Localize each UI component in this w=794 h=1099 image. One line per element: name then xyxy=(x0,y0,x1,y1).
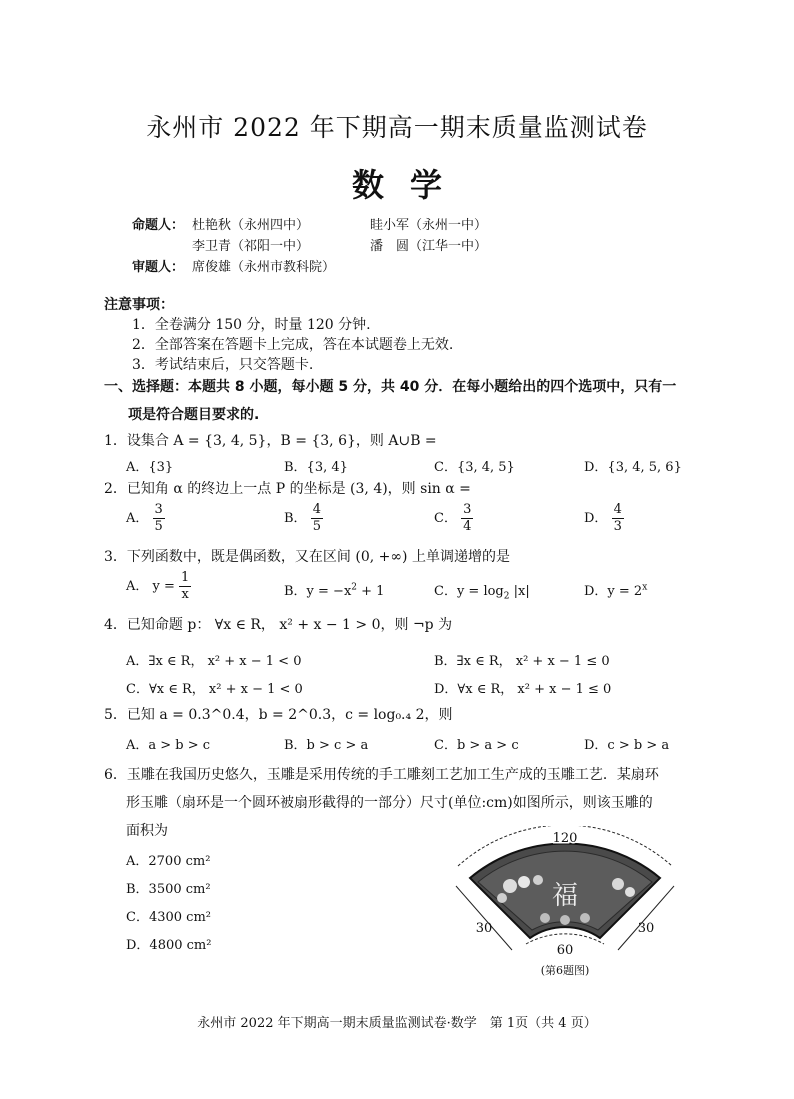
q3-option-a-fraction xyxy=(179,570,191,603)
reviewer-label: 审题人： xyxy=(132,260,185,275)
q3-option-b-tail: + 1 xyxy=(357,584,385,599)
inner-arc-label: 60 xyxy=(556,943,574,958)
q3-option-d-text: D．y = 2 xyxy=(584,584,643,599)
exam-title: 永州市 2022 年下期高一期末质量监测试卷 xyxy=(146,113,648,142)
notice-item-3: 3．考试结束后，只交答题卡. xyxy=(132,357,314,373)
q6-option-a: A．2700 cm² xyxy=(126,854,211,869)
q2-option-d-fraction xyxy=(612,502,624,535)
q5-text: 已知 a = 0.3^0.4，b = 2^0.3，c = log₀.₄ 2，则 xyxy=(126,707,453,723)
q1-option-c: C．{3, 4, 5} xyxy=(434,460,515,475)
q2-b-den: 5 xyxy=(312,519,321,534)
q4-option-b: B．∃x ∈ R， x² + x − 1 ≤ 0 xyxy=(434,654,610,669)
q1-text: 设集合 A = {3, 4, 5}，B = {3, 6}，则 A∪B = xyxy=(126,433,437,449)
q4-option-a: A．∃x ∈ R， x² + x − 1 < 0 xyxy=(126,654,302,669)
q1-option-b: B．{3, 4} xyxy=(284,460,348,475)
q2-option-d-label: D． xyxy=(584,511,608,526)
q2-option-b-fraction xyxy=(311,502,323,535)
q2-option-b-label: B． xyxy=(284,511,307,526)
q1-option-a: A．{3} xyxy=(126,460,174,475)
q2-number: 2． xyxy=(104,481,127,497)
q3-option-a-label: A． xyxy=(126,579,149,594)
q2-option-b xyxy=(284,502,323,535)
q3-option-d xyxy=(584,580,647,599)
q2-d-num: 4 xyxy=(613,502,622,517)
q2-option-a xyxy=(126,502,165,535)
q3-option-b-text: B．y = −x xyxy=(284,584,352,599)
proposer-4: 潘 圆（江华一中） xyxy=(370,239,488,254)
outer-arc-label: 120 xyxy=(552,831,578,846)
q2-option-c-label: C． xyxy=(434,511,457,526)
q1-stem xyxy=(104,430,437,450)
q3-stem xyxy=(104,546,510,566)
section-heading-line-2: 项是符合题目要求的. xyxy=(128,407,260,423)
fu-character: 福 xyxy=(551,881,579,911)
q6-line-1: 玉雕在我国历史悠久，玉雕是采用传统的手工雕刻工艺加工生产成的玉雕工艺．某扇环 xyxy=(126,767,659,783)
q5-option-a: A．a > b > c xyxy=(126,738,211,753)
q2-c-den: 4 xyxy=(463,519,472,534)
q4-option-d: D．∀x ∈ R， x² + x − 1 ≤ 0 xyxy=(434,682,612,697)
q1-option-d: D．{3, 4, 5, 6} xyxy=(584,460,682,475)
q6-option-d: D．4800 cm² xyxy=(126,938,212,953)
q2-c-num: 3 xyxy=(463,502,472,517)
q6-line-2: 形玉雕（扇环是一个圆环被扇形截得的一部分）尺寸(单位:cm)如图所示，则该玉雕的 xyxy=(126,795,653,811)
q4-number: 4． xyxy=(104,617,127,633)
q2-option-a-fraction xyxy=(153,502,165,535)
q4-text: 已知命题 p： ∀x ∈ R， x² + x − 1 > 0，则 ¬p 为 xyxy=(126,617,453,633)
q6-option-b: B．3500 cm² xyxy=(126,882,211,897)
proposer-1: 杜艳秋（永州四中） xyxy=(192,218,310,233)
proposer-label: 命题人： xyxy=(132,218,185,233)
notice-title: 注意事项： xyxy=(104,297,174,313)
q3-option-c-sub: 2 xyxy=(503,591,510,602)
q6-figure xyxy=(440,826,690,982)
q5-number: 5． xyxy=(104,707,127,723)
q2-text: 已知角 α 的终边上一点 P 的坐标是 (3, 4)，则 sin α = xyxy=(126,481,471,497)
notice-item-2: 2．全部答案在答题卡上完成，答在本试题卷上无效. xyxy=(132,337,454,353)
q2-b-num: 4 xyxy=(312,502,321,517)
q3-option-d-exp: x xyxy=(642,582,648,593)
q2-option-a-label: A． xyxy=(126,511,149,526)
reviewer: 席俊雄（永州市教科院） xyxy=(192,260,336,275)
q2-d-den: 3 xyxy=(613,519,622,534)
q2-stem xyxy=(104,478,471,498)
notice-item-1: 1．全卷满分 150 分，时量 120 分钟. xyxy=(132,317,371,333)
q3-text: 下列函数中，既是偶函数，又在区间 (0, +∞) 上单调递增的是 xyxy=(126,549,510,565)
q4-option-c: C．∀x ∈ R， x² + x − 1 < 0 xyxy=(126,682,303,697)
q2-a-den: 5 xyxy=(154,519,163,534)
q3-option-b-exp: 2 xyxy=(351,582,358,593)
q2-option-d xyxy=(584,502,624,535)
q3-a-den: x xyxy=(181,587,189,602)
q5-option-b: B．b > c > a xyxy=(284,738,369,753)
q1-number: 1． xyxy=(104,433,127,449)
q6-number: 6． xyxy=(104,767,127,783)
q5-option-c: C．b > a > c xyxy=(434,738,519,753)
q4-stem xyxy=(104,614,452,634)
subject-title: 数学 xyxy=(351,166,468,204)
right-side-label: 30 xyxy=(637,921,655,936)
proposer-3: 李卫青（祁阳一中） xyxy=(192,239,310,254)
q5-stem xyxy=(104,704,452,724)
q6-stem-line-1 xyxy=(104,764,659,784)
q3-option-c xyxy=(434,580,530,602)
q3-option-a xyxy=(126,570,191,603)
q3-option-a-prefix: y = xyxy=(152,579,175,594)
q3-option-c-tail: |x| xyxy=(509,584,530,599)
q3-option-c-text: C．y = log xyxy=(434,584,504,599)
left-side-label: 30 xyxy=(475,921,493,936)
q6-line-3: 面积为 xyxy=(126,823,168,839)
q3-a-num: 1 xyxy=(181,570,190,585)
q2-option-c xyxy=(434,502,473,535)
q3-option-b xyxy=(284,580,384,599)
q2-option-c-fraction xyxy=(461,502,473,535)
q6-option-c: C．4300 cm² xyxy=(126,910,211,925)
page-footer: 永州市 2022 年下期高一期末质量监测试卷·数学 第 1页（共 4 页） xyxy=(197,1016,597,1031)
q2-a-num: 3 xyxy=(154,502,163,517)
figure-caption: (第6题图) xyxy=(540,964,590,977)
proposer-2: 眭小军（永州一中） xyxy=(370,218,488,233)
section-heading-line-1: 一、选择题：本题共 8 小题，每小题 5 分，共 40 分．在每小题给出的四个选项中，只有一 xyxy=(104,379,677,395)
q3-number: 3． xyxy=(104,549,127,565)
q5-option-d: D．c > b > a xyxy=(584,738,670,753)
